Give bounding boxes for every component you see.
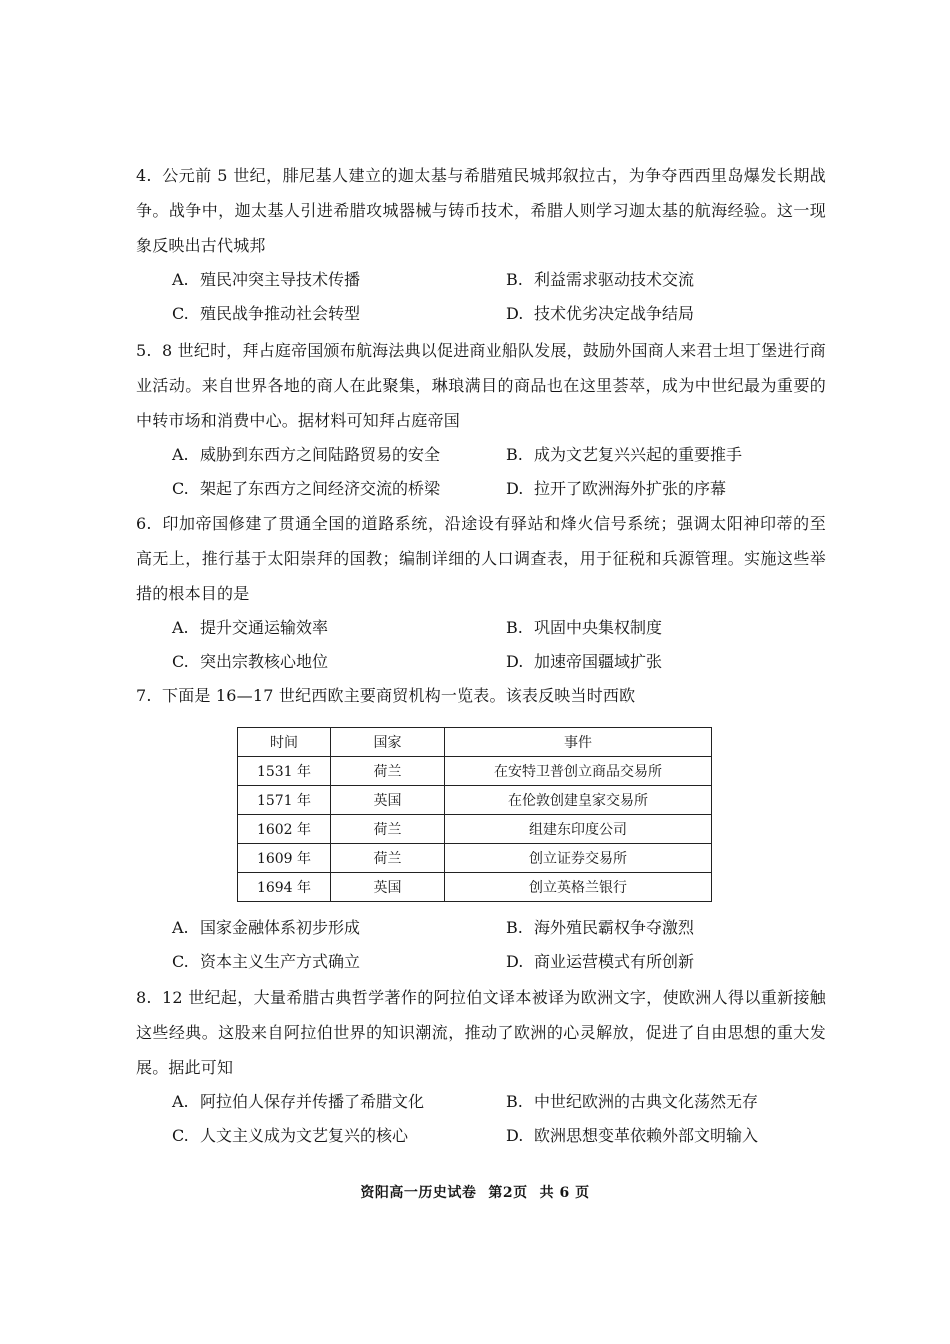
question-number: 6. xyxy=(136,514,152,533)
option-b: B. 海外殖民霸权争夺激烈 xyxy=(506,918,695,937)
cell-time: 1571 年 xyxy=(238,786,331,815)
exam-title: 资阳高一历史试卷 xyxy=(360,1185,477,1201)
question-number: 5. xyxy=(136,341,152,360)
table-header-row xyxy=(238,728,712,757)
option-a: A. 阿拉伯人保存并传播了希腊文化 xyxy=(172,1092,425,1111)
cell-country: 荷兰 xyxy=(331,757,445,786)
trade-institutions-table xyxy=(237,727,712,902)
question-6 xyxy=(136,506,826,679)
question-stem: 4. 公元前 5 世纪，腓尼基人建立的迦太基与希腊殖民城邦叙拉古，为争夺西西里岛爆发长期战争。战争中，迦太基人引进希腊攻城器械与铸币技术，希腊人则学习迦太基的航海经验。这一现象反映出古代城邦 xyxy=(136,158,826,263)
cell-event: 组建东印度公司 xyxy=(445,815,712,844)
option-c: C. 资本主义生产方式确立 xyxy=(172,952,361,971)
cell-time: 1602 年 xyxy=(238,815,331,844)
option-c: C. 殖民战争推动社会转型 xyxy=(172,304,361,323)
options-group xyxy=(172,1085,826,1153)
cell-event: 在安特卫普创立商品交易所 xyxy=(445,757,712,786)
question-stem: 7. 下面是 16—17 世纪西欧主要商贸机构一览表。该表反映当时西欧 xyxy=(136,678,826,713)
question-7 xyxy=(136,678,826,713)
question-stem: 5. 8 世纪时，拜占庭帝国颁布航海法典以促进商业船队发展，鼓励外国商人来君士坦丁堡进行商业活动。来自世界各地的商人在此聚集，琳琅满目的商品也在这里荟萃，成为中世纪最为重要的中转市场和消费中心。据材料可知拜占庭帝国 xyxy=(136,333,826,438)
option-c: C. 突出宗教核心地位 xyxy=(172,652,329,671)
question-7-options xyxy=(136,911,826,979)
question-5 xyxy=(136,333,826,506)
cell-time: 1531 年 xyxy=(238,757,331,786)
table-row xyxy=(238,786,712,815)
cell-country: 荷兰 xyxy=(331,815,445,844)
header-country: 国家 xyxy=(331,728,445,757)
total-pages: 共 6 页 xyxy=(539,1185,590,1201)
option-a: A. 威胁到东西方之间陆路贸易的安全 xyxy=(172,445,441,464)
option-b: B. 巩固中央集权制度 xyxy=(506,618,663,637)
option-d: D. 技术优劣决定战争结局 xyxy=(506,304,695,323)
page-number: 第2页 xyxy=(488,1185,528,1201)
options-group xyxy=(172,911,826,979)
cell-country: 荷兰 xyxy=(331,844,445,873)
option-d: D. 欧洲思想变革依赖外部文明输入 xyxy=(506,1126,759,1145)
option-a: A. 提升交通运输效率 xyxy=(172,618,329,637)
options-group xyxy=(172,263,826,331)
option-b: B. 中世纪欧洲的古典文化荡然无存 xyxy=(506,1092,759,1111)
option-c: C. 架起了东西方之间经济交流的桥梁 xyxy=(172,479,441,498)
question-stem: 8. 12 世纪起，大量希腊古典哲学著作的阿拉伯文译本被译为欧洲文字，使欧洲人得以重新接触这些经典。这股来自阿拉伯世界的知识潮流，推动了欧洲的心灵解放，促进了自由思想的重大发展。据此可知 xyxy=(136,980,826,1085)
page-footer xyxy=(0,1182,950,1202)
option-d: D. 商业运营模式有所创新 xyxy=(506,952,695,971)
question-number: 8. xyxy=(136,988,152,1007)
options-group xyxy=(172,438,826,506)
cell-event: 创立英格兰银行 xyxy=(445,873,712,902)
cell-event: 在伦敦创建皇家交易所 xyxy=(445,786,712,815)
header-event: 事件 xyxy=(445,728,712,757)
cell-country: 英国 xyxy=(331,873,445,902)
cell-time: 1609 年 xyxy=(238,844,331,873)
option-a: A. 殖民冲突主导技术传播 xyxy=(172,270,361,289)
options-group xyxy=(172,611,826,679)
option-a: A. 国家金融体系初步形成 xyxy=(172,918,361,937)
option-d: D. 加速帝国疆域扩张 xyxy=(506,652,663,671)
question-number: 4. xyxy=(136,166,152,185)
table-row xyxy=(238,757,712,786)
table-row xyxy=(238,844,712,873)
question-8 xyxy=(136,980,826,1153)
option-c: C. 人文主义成为文艺复兴的核心 xyxy=(172,1126,409,1145)
table-row xyxy=(238,815,712,844)
question-number: 7. xyxy=(136,686,152,705)
header-time: 时间 xyxy=(238,728,331,757)
option-b: B. 利益需求驱动技术交流 xyxy=(506,270,695,289)
option-b: B. 成为文艺复兴兴起的重要推手 xyxy=(506,445,743,464)
cell-country: 英国 xyxy=(331,786,445,815)
question-4 xyxy=(136,158,826,331)
question-stem: 6. 印加帝国修建了贯通全国的道路系统，沿途设有驿站和烽火信号系统；强调太阳神印蒂的至高无上，推行基于太阳崇拜的国教；编制详细的人口调查表，用于征税和兵源管理。实施这些举措的根本目的是 xyxy=(136,506,826,611)
option-d: D. 拉开了欧洲海外扩张的序幕 xyxy=(506,479,727,498)
table-row xyxy=(238,873,712,902)
cell-event: 创立证券交易所 xyxy=(445,844,712,873)
cell-time: 1694 年 xyxy=(238,873,331,902)
